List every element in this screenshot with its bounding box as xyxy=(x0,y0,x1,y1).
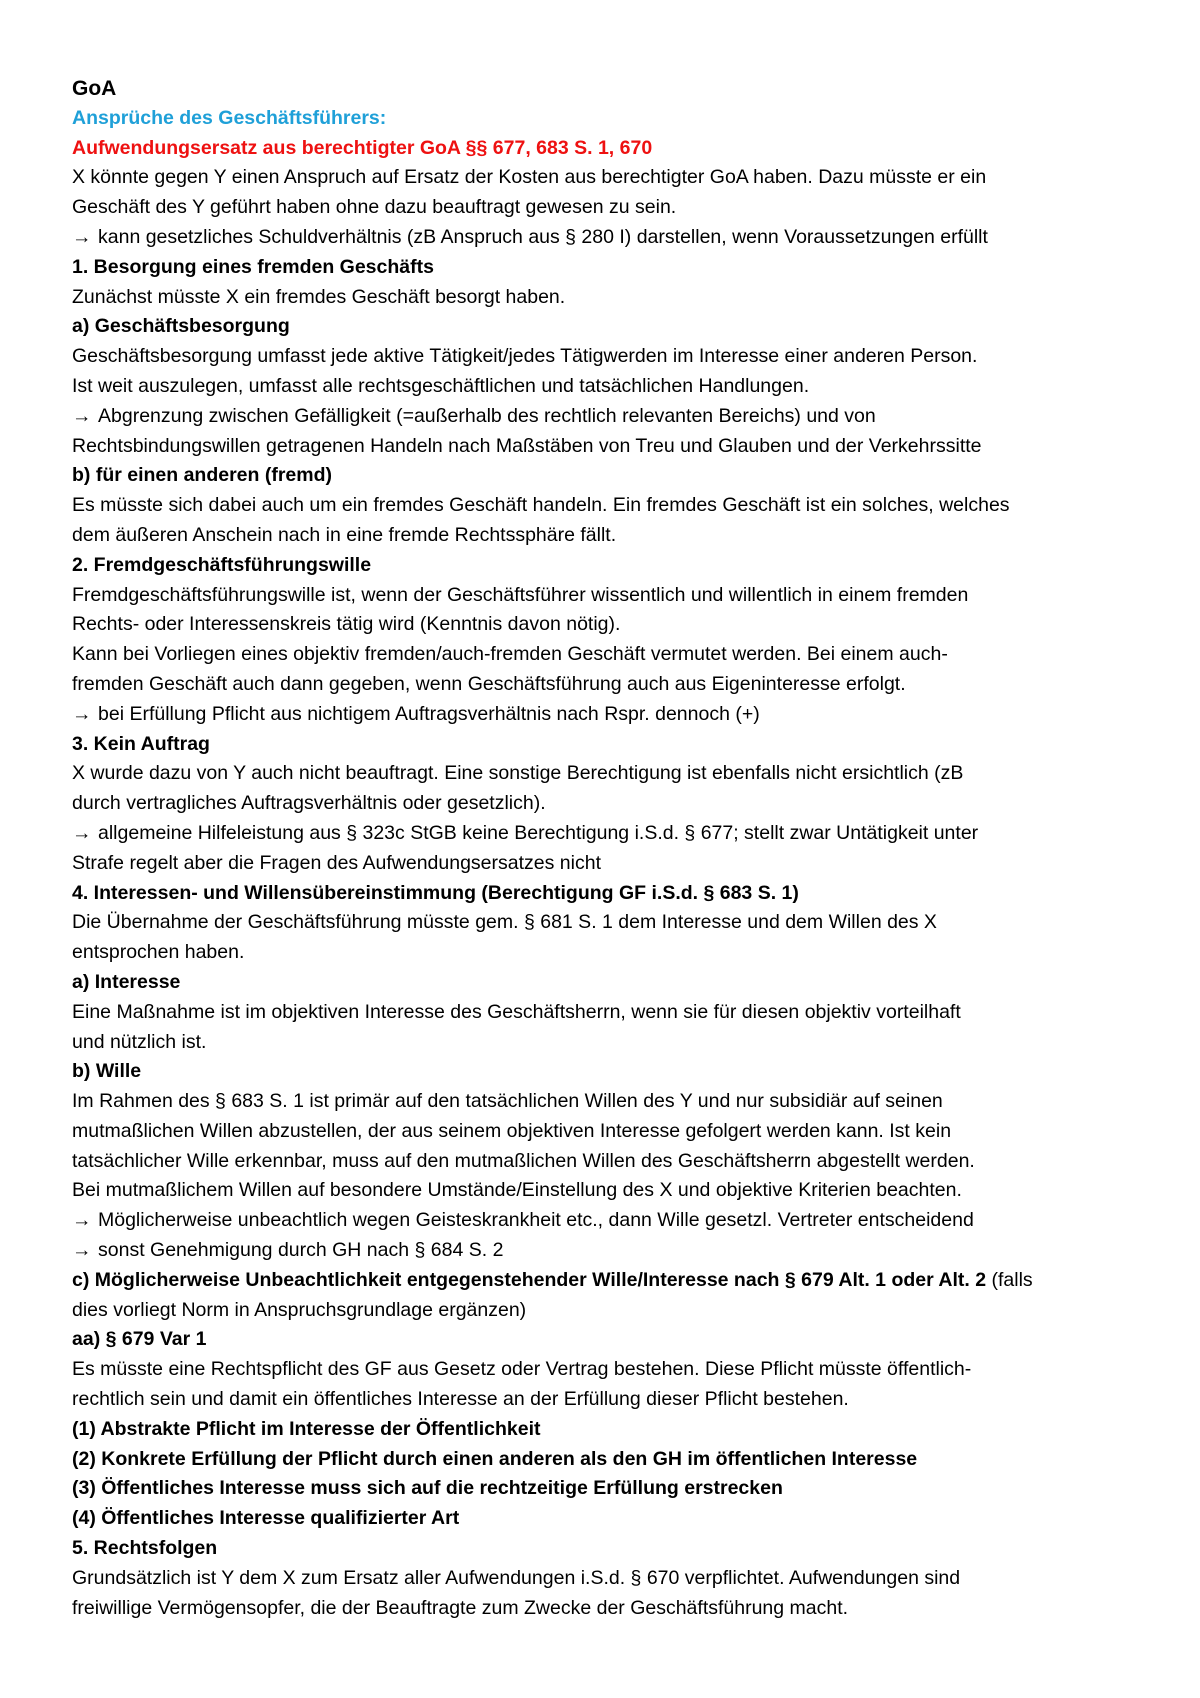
text-line xyxy=(72,1236,1132,1266)
text-line xyxy=(72,640,1132,670)
line-text: Die Übernahme der Geschäftsführung müsste gem. § 681 S. 1 dem Interesse und dem Willen des X xyxy=(72,911,937,934)
line-text: Es müsste sich dabei auch um ein fremdes Geschäft handeln. Ein fremdes Geschäft ist ein solches, welches xyxy=(72,494,1010,517)
section-heading xyxy=(72,1325,1132,1355)
document-subtitle: Ansprüche des Geschäftsführers: xyxy=(72,106,387,129)
line-text: kann gesetzliches Schuldverhältnis (zB Anspruch aus § 280 I) darstellen, wenn Voraussetzungen erfüllt xyxy=(98,225,988,248)
text-line xyxy=(72,193,1132,223)
text-line xyxy=(72,1206,1132,1236)
line-text: Strafe regelt aber die Fragen des Aufwendungsersatzes nicht xyxy=(72,851,601,874)
line-text: X wurde dazu von Y auch nicht beauftragt. Eine sonstige Berechtigung ist ebenfalls nicht ersichtlich (zB xyxy=(72,762,964,785)
line-text: (3) Öffentliches Interesse muss sich auf die rechtzeitige Erfüllung erstrecken xyxy=(72,1477,783,1500)
line-text: fremden Geschäft auch dann gegeben, wenn Geschäftsführung auch aus Eigeninteresse erfolgt. xyxy=(72,672,906,695)
claim-heading: Aufwendungsersatz aus berechtigter GoA §§ 677, 683 S. 1, 670 xyxy=(72,136,653,159)
text-line xyxy=(72,998,1132,1028)
document-lines xyxy=(72,163,1132,1623)
line-text: allgemeine Hilfeleistung aus § 323c StGB keine Berechtigung i.S.d. § 677; stellt zwar Untätigkeit unter xyxy=(98,821,979,844)
line-text: c) Möglicherweise Unbeachtlichkeit entgegenstehender Wille/Interesse nach § 679 Alt. 1 oder Alt. 2 xyxy=(72,1268,987,1291)
text-line xyxy=(72,432,1132,462)
section-heading xyxy=(72,1445,1132,1475)
line-text: und nützlich ist. xyxy=(72,1030,207,1053)
line-text: Geschäftsbesorgung umfasst jede aktive Tätigkeit/jedes Tätigwerden im Interesse einer anderen Person. xyxy=(72,345,978,368)
text-line xyxy=(72,283,1132,313)
line-text: 2. Fremdgeschäftsführungswille xyxy=(72,553,372,576)
line-text: freiwillige Vermögensopfer, die der Beauftragte zum Zwecke der Geschäftsführung macht. xyxy=(72,1596,849,1619)
text-line xyxy=(72,163,1132,193)
document-title: GoA xyxy=(72,77,117,100)
text-line xyxy=(72,610,1132,640)
text-line xyxy=(72,581,1132,611)
section-heading xyxy=(72,1504,1132,1534)
text-line xyxy=(72,1355,1132,1385)
section-heading xyxy=(72,968,1132,998)
text-line xyxy=(72,1117,1132,1147)
line-text: dies vorliegt Norm in Anspruchsgrundlage ergänzen) xyxy=(72,1298,527,1321)
text-line xyxy=(72,670,1132,700)
text-line xyxy=(72,789,1132,819)
text-line xyxy=(72,402,1132,432)
section-heading xyxy=(72,461,1132,491)
line-text: bei Erfüllung Pflicht aus nichtigem Auftragsverhältnis nach Rspr. dennoch (+) xyxy=(98,702,760,725)
section-heading xyxy=(72,253,1132,283)
line-text: Eine Maßnahme ist im objektiven Interesse des Geschäftsherrn, wenn sie für diesen objektiv vorteilhaft xyxy=(72,1000,961,1023)
section-heading xyxy=(72,730,1132,760)
line-text: rechtlich sein und damit ein öffentliches Interesse an der Erfüllung dieser Pflicht bestehen. xyxy=(72,1388,849,1411)
line-text: 4. Interessen- und Willensübereinstimmung (Berechtigung GF i.S.d. § 683 S. 1) xyxy=(72,881,799,904)
text-line xyxy=(72,342,1132,372)
section-heading xyxy=(72,551,1132,581)
arrow-right-icon: → xyxy=(72,1209,92,1232)
section-heading xyxy=(72,312,1132,342)
line-text: Möglicherweise unbeachtlich wegen Geisteskrankheit etc., dann Wille gesetzl. Vertreter entscheidend xyxy=(98,1209,974,1232)
text-line xyxy=(72,1564,1132,1594)
section-heading xyxy=(72,1534,1132,1564)
line-text: (4) Öffentliches Interesse qualifizierter Art xyxy=(72,1507,460,1530)
line-text: 3. Kein Auftrag xyxy=(72,732,210,755)
section-heading xyxy=(72,1057,1132,1087)
line-text: a) Interesse xyxy=(72,970,181,993)
arrow-right-icon: → xyxy=(72,702,92,725)
text-line xyxy=(72,849,1132,879)
line-text: Rechts- oder Interessenskreis tätig wird (Kenntnis davon nötig). xyxy=(72,613,621,636)
line-text: X könnte gegen Y einen Anspruch auf Ersatz der Kosten aus berechtigter GoA haben. Dazu müsste er ein xyxy=(72,166,987,189)
line-text: (2) Konkrete Erfüllung der Pflicht durch einen anderen als den GH im öffentlichen Interesse xyxy=(72,1447,918,1470)
text-line xyxy=(72,759,1132,789)
text-line xyxy=(72,1087,1132,1117)
line-text: aa) § 679 Var 1 xyxy=(72,1328,207,1351)
line-text: Zunächst müsste X ein fremdes Geschäft besorgt haben. xyxy=(72,285,566,308)
line-text: entsprochen haben. xyxy=(72,941,245,964)
section-heading xyxy=(72,1415,1132,1445)
line-text: Es müsste eine Rechtspflicht des GF aus Gesetz oder Vertrag bestehen. Diese Pflicht müsste öffentlich- xyxy=(72,1358,972,1381)
line-text: Im Rahmen des § 683 S. 1 ist primär auf den tatsächlichen Willen des Y und nur subsidiär auf seinen xyxy=(72,1090,943,1113)
text-line xyxy=(72,1147,1132,1177)
line-text: Bei mutmaßlichem Willen auf besondere Umstände/Einstellung des X und objektive Kriterien beachten. xyxy=(72,1179,962,1202)
line-text: b) Wille xyxy=(72,1060,142,1083)
line-text: dem äußeren Anschein nach in eine fremde Rechtssphäre fällt. xyxy=(72,523,617,546)
arrow-right-icon: → xyxy=(72,821,92,844)
line-text: 5. Rechtsfolgen xyxy=(72,1537,218,1560)
arrow-right-icon: → xyxy=(72,404,92,427)
text-line xyxy=(72,223,1132,253)
line-text: Rechtsbindungswillen getragenen Handeln nach Maßstäben von Treu und Glauben und der Verkehrssitte xyxy=(72,434,982,457)
text-line xyxy=(72,1028,1132,1058)
line-text: sonst Genehmigung durch GH nach § 684 S. 2 xyxy=(98,1239,504,1262)
line-text: Ist weit auszulegen, umfasst alle rechtsgeschäftlichen und tatsächlichen Handlungen. xyxy=(72,374,810,397)
line-text: Geschäft des Y geführt haben ohne dazu beauftragt gewesen zu sein. xyxy=(72,196,677,219)
line-text: a) Geschäftsbesorgung xyxy=(72,315,290,338)
arrow-right-icon: → xyxy=(72,225,92,248)
line-text: 1. Besorgung eines fremden Geschäfts xyxy=(72,255,434,278)
line-text: Kann bei Vorliegen eines objektiv fremden/auch-fremden Geschäft vermutet werden. Bei einem auch- xyxy=(72,643,948,666)
line-text-tail: (falls xyxy=(986,1268,1033,1291)
text-line xyxy=(72,908,1132,938)
line-text: mutmaßlichen Willen abzustellen, der aus seinem objektiven Interesse gefolgert werden kann. Ist kein xyxy=(72,1119,952,1142)
line-text: b) für einen anderen (fremd) xyxy=(72,464,333,487)
line-text: Grundsätzlich ist Y dem X zum Ersatz aller Aufwendungen i.S.d. § 670 verpflichtet. Aufwendungen sind xyxy=(72,1566,961,1589)
section-heading xyxy=(72,1266,1132,1296)
text-line xyxy=(72,700,1132,730)
text-line xyxy=(72,938,1132,968)
text-line xyxy=(72,1385,1132,1415)
line-text: Abgrenzung zwischen Gefälligkeit (=außerhalb des rechtlich relevanten Bereichs) und von xyxy=(98,404,876,427)
section-heading xyxy=(72,879,1132,909)
arrow-right-icon: → xyxy=(72,1239,92,1262)
text-line xyxy=(72,372,1132,402)
line-text: (1) Abstrakte Pflicht im Interesse der Öffentlichkeit xyxy=(72,1417,541,1440)
text-line xyxy=(72,1176,1132,1206)
text-line xyxy=(72,491,1132,521)
text-line xyxy=(72,521,1132,551)
text-line xyxy=(72,1594,1132,1624)
document-body xyxy=(72,74,1132,1623)
section-heading xyxy=(72,1474,1132,1504)
line-text: tatsächlicher Wille erkennbar, muss auf den mutmaßlichen Willen des Geschäftsherrn abgestellt werden. xyxy=(72,1149,975,1172)
line-text: Fremdgeschäftsführungswille ist, wenn der Geschäftsführer wissentlich und willentlich in einem fremden xyxy=(72,583,969,606)
text-line xyxy=(72,819,1132,849)
text-line xyxy=(72,1296,1132,1326)
line-text: durch vertragliches Auftragsverhältnis oder gesetzlich). xyxy=(72,792,546,815)
